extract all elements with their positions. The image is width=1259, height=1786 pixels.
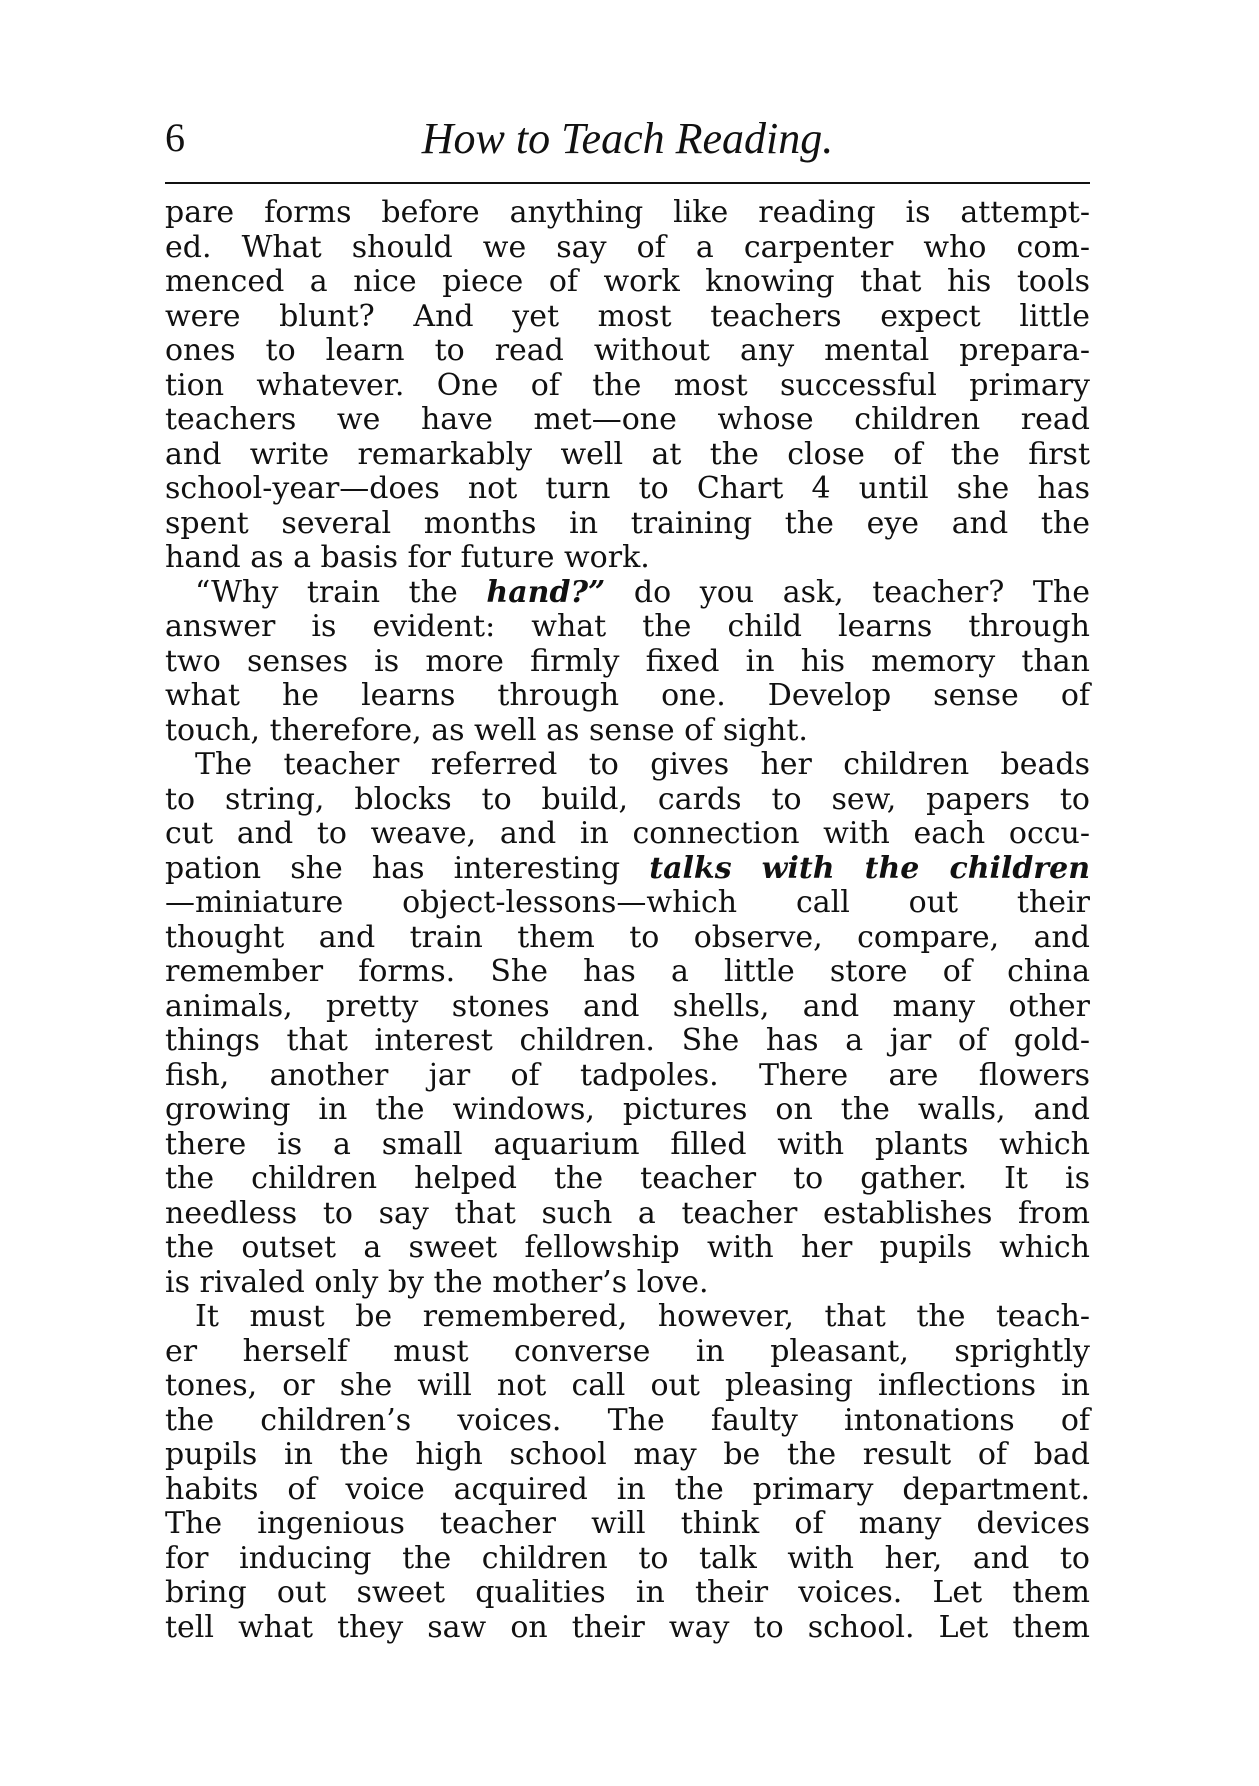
text-run: do you ask, teacher? The	[605, 574, 1090, 610]
emphasized-text: talks with the children	[649, 850, 1091, 886]
text-line: and write remarkably well at the close of the first	[165, 436, 1090, 472]
text-line: pupils in the high school may be the result of bad	[165, 1437, 1090, 1472]
text-run: pation she has interesting	[165, 850, 650, 886]
text-line: remember forms. She has a little store of china	[165, 954, 1090, 989]
text-line: were blunt? And yet most teachers expect little	[165, 298, 1090, 334]
text-line: er herself must converse in pleasant, sprightly	[165, 1333, 1090, 1369]
text-line: is rivaled only by the mother’s love.	[165, 1264, 709, 1300]
text-line: touch, therefore, as well as sense of sight.	[165, 712, 808, 748]
header-rule	[165, 182, 1090, 184]
text-line: bring out sweet qualities in their voices. Let them	[165, 1575, 1090, 1610]
text-line: —miniature object-lessons—which call out their	[165, 885, 1090, 920]
running-title: How to Teach Reading.	[421, 114, 834, 163]
text-line: cut and to weave, and in connection with each occu-	[165, 816, 1090, 851]
text-line: answer is evident: what the child learns through	[165, 609, 1090, 644]
text-line: things that interest children. She has a jar of gold-	[165, 1023, 1090, 1058]
text-line: pare forms before anything like reading is attempt-	[165, 195, 1090, 230]
text-line: the children helped the teacher to gather. It is	[165, 1161, 1090, 1196]
paragraph-1	[165, 196, 1090, 576]
text-line: tell what they saw on their way to school. Let them	[165, 1609, 1090, 1645]
text-line: ones to learn to read without any mental prepara-	[165, 333, 1090, 368]
text-line: thought and train them to observe, compare, and	[165, 919, 1090, 955]
text-line: habits of voice acquired in the primary department.	[165, 1471, 1090, 1507]
text-line: what he learns through one. Develop sense of	[165, 678, 1090, 713]
text-run: “Why train the	[195, 574, 487, 610]
text-line: school-year—does not turn to Chart 4 until she has	[165, 471, 1090, 506]
text-line: the outset a sweet fellowship with her pupils which	[165, 1230, 1090, 1265]
body-text	[165, 196, 1090, 1645]
paragraph-2	[165, 576, 1090, 749]
text-line: tones, or she will not call out pleasing inflections in	[165, 1368, 1090, 1403]
text-line: hand as a basis for future work.	[165, 540, 650, 575]
text-line: It must be remembered, however, that the teach-	[195, 1299, 1090, 1334]
text-line: menced a nice piece of work knowing that his tools	[165, 264, 1090, 299]
text-line: teachers we have met—one whose children read	[165, 402, 1090, 437]
emphasized-text: hand?”	[486, 574, 606, 610]
page-number: 6	[165, 115, 185, 160]
text-line: spent several months in training the eye and the	[165, 505, 1090, 541]
text-line: tion whatever. One of the most successful primary	[165, 367, 1090, 403]
text-line: The ingenious teacher will think of many devices	[165, 1506, 1090, 1541]
text-line: animals, pretty stones and shells, and many other	[165, 988, 1090, 1024]
paragraph-3	[165, 748, 1090, 1300]
text-line: ed. What should we say of a carpenter who com-	[165, 229, 1090, 265]
text-line: to string, blocks to build, cards to sew, papers to	[165, 781, 1090, 817]
text-line: fish, another jar of tadpoles. There are flowers	[165, 1057, 1090, 1093]
text-line: needless to say that such a teacher establishes from	[165, 1195, 1090, 1231]
text-line: The teacher referred to gives her children beads	[195, 747, 1090, 782]
text-line: for inducing the children to talk with her, and to	[165, 1540, 1090, 1576]
text-line: there is a small aquarium filled with plants which	[165, 1126, 1090, 1162]
text-line	[165, 576, 1090, 611]
text-line: the children’s voices. The faulty intonations of	[165, 1402, 1090, 1438]
paragraph-4	[165, 1300, 1090, 1645]
page-header	[165, 108, 1090, 178]
text-line	[165, 852, 1090, 887]
text-line: two senses is more firmly fixed in his memory than	[165, 643, 1090, 679]
text-line: growing in the windows, pictures on the walls, and	[165, 1092, 1090, 1127]
